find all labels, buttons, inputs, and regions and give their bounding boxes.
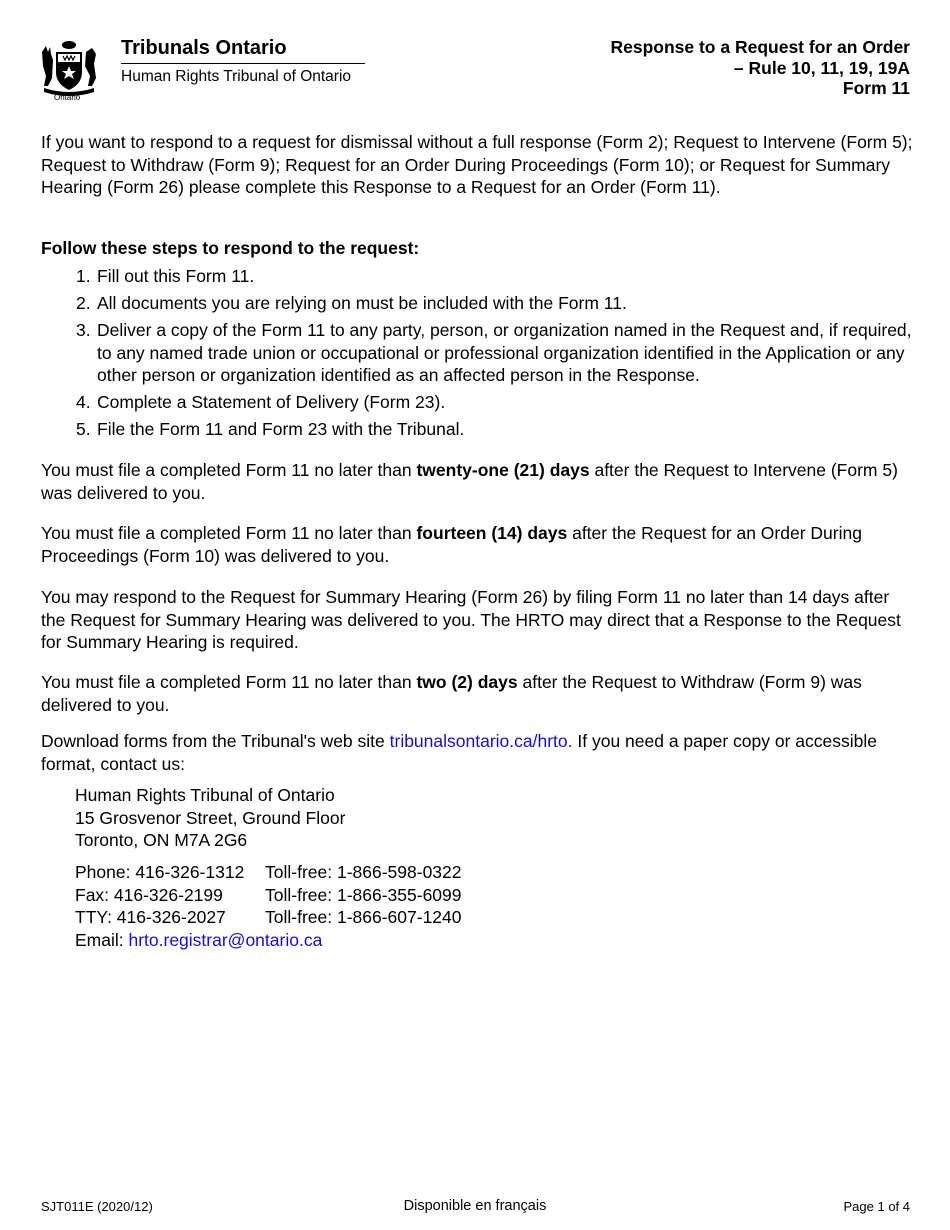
step-number: 4. xyxy=(76,392,91,412)
step-number: 1. xyxy=(76,266,91,286)
form-title-line1: Response to a Request for an Order xyxy=(610,37,910,57)
deadline-summary: You may respond to the Request for Summary Hearing (Form 26) by filing Form 11 no later than 14 days after the Request for Summary Hearing was delivered to you. The HRTO may direct that a Response to the Request for Summary Hearing is required. xyxy=(41,587,901,652)
website-link[interactable]: tribunalsontario.ca/hrto. xyxy=(389,731,573,751)
deadline-emphasis: fourteen (14) days xyxy=(416,523,568,543)
deadline-text: after the Request for an Order During Proceedings (Form 10) was delivered to you. xyxy=(41,523,862,566)
french-availability-note: Disponible en français xyxy=(403,1198,547,1214)
intro-paragraph: If you want to respond to a request for dismissal without a full response (Form 2); Request to Intervene (Form 5); Request to Withdraw (Form 9); Request for an Order During Proceedings (Form 10); or Request for Summary Hearing (Form 26) please complete this Response to a Request for an Order (Form 11). xyxy=(41,132,913,197)
deadline-order xyxy=(41,522,913,567)
deadline-emphasis: twenty-one (21) days xyxy=(416,460,590,480)
step-text: File the Form 11 and Form 23 with the Tribunal. xyxy=(97,419,465,439)
step-number: 2. xyxy=(76,293,91,313)
form-title-line3: Form 11 xyxy=(842,78,910,98)
email-link[interactable]: hrto.registrar@ontario.ca xyxy=(128,929,323,950)
steps-list xyxy=(41,265,913,445)
fax-number: Fax: 416-326-2199 xyxy=(75,884,223,905)
deadline-withdraw xyxy=(41,671,913,716)
contact-block xyxy=(75,861,462,951)
step-item xyxy=(41,265,913,288)
form-title xyxy=(610,37,910,99)
deadline-text: You must file a completed Form 11 no later than xyxy=(41,523,417,543)
download-text: If you need a paper copy or accessible format, contact us: xyxy=(41,731,878,774)
download-paragraph xyxy=(41,730,913,775)
address-line: 15 Grosvenor Street, Ground Floor xyxy=(75,807,346,828)
address-line: Human Rights Tribunal of Ontario xyxy=(75,785,335,805)
fax-row xyxy=(75,884,462,907)
form-code: SJT011E (2020/12) xyxy=(41,1199,153,1214)
tribunal-name: Human Rights Tribunal of Ontario xyxy=(121,68,352,85)
fax-tollfree: Toll-free: 1-866-355-6099 xyxy=(265,884,462,905)
logo-wordmark: Ontario xyxy=(54,93,81,102)
step-text: Deliver a copy of the Form 11 to any party, person, or organization named in the Request and, if required, to any named trade union or occupational or professional organization identified in the Application or any other person or organization identified as an affected person in the Response. xyxy=(97,320,912,385)
steps-heading: Follow these steps to respond to the request: xyxy=(41,238,420,258)
step-number: 5. xyxy=(76,419,91,439)
step-item xyxy=(41,391,913,414)
header-divider xyxy=(121,63,365,64)
deadline-text: after the Request to Intervene (Form 5) was delivered to you. xyxy=(41,460,898,503)
deadline-intervene xyxy=(41,459,913,504)
step-item xyxy=(41,319,913,387)
tty-tollfree: Toll-free: 1-866-607-1240 xyxy=(265,907,462,927)
step-text: Complete a Statement of Delivery (Form 23). xyxy=(97,392,446,412)
org-name: Tribunals Ontario xyxy=(121,37,287,59)
deadline-emphasis: two (2) days xyxy=(416,672,518,692)
ontario-coat-of-arms-logo xyxy=(36,38,102,104)
page-number: Page 1 of 4 xyxy=(843,1199,910,1214)
address-line: Toronto, ON M7A 2G6 xyxy=(75,830,248,850)
download-text: Download forms from the Tribunal's web site xyxy=(41,731,390,751)
form-title-line2: – Rule 10, 11, 19, 19A xyxy=(733,57,910,78)
phone-row xyxy=(75,861,462,884)
step-item xyxy=(41,292,913,315)
deadline-text: after the Request to Withdraw (Form 9) was delivered to you. xyxy=(41,672,862,715)
mailing-address xyxy=(75,784,345,852)
phone-number: Phone: 416-326-1312 xyxy=(75,862,245,882)
deadline-text: You must file a completed Form 11 no later than xyxy=(41,672,417,692)
step-number: 3. xyxy=(76,320,91,340)
phone-tollfree: Toll-free: 1-866-598-0322 xyxy=(265,862,462,882)
deadline-text: You must file a completed Form 11 no later than xyxy=(41,460,417,480)
step-text: All documents you are relying on must be included with the Form 11. xyxy=(97,293,627,313)
email-row xyxy=(75,929,462,952)
tty-number: TTY: 416-326-2027 xyxy=(75,907,226,927)
step-item xyxy=(41,418,913,441)
step-text: Fill out this Form 11. xyxy=(97,266,255,286)
tty-row xyxy=(75,906,462,929)
email-label: Email: xyxy=(75,929,129,950)
